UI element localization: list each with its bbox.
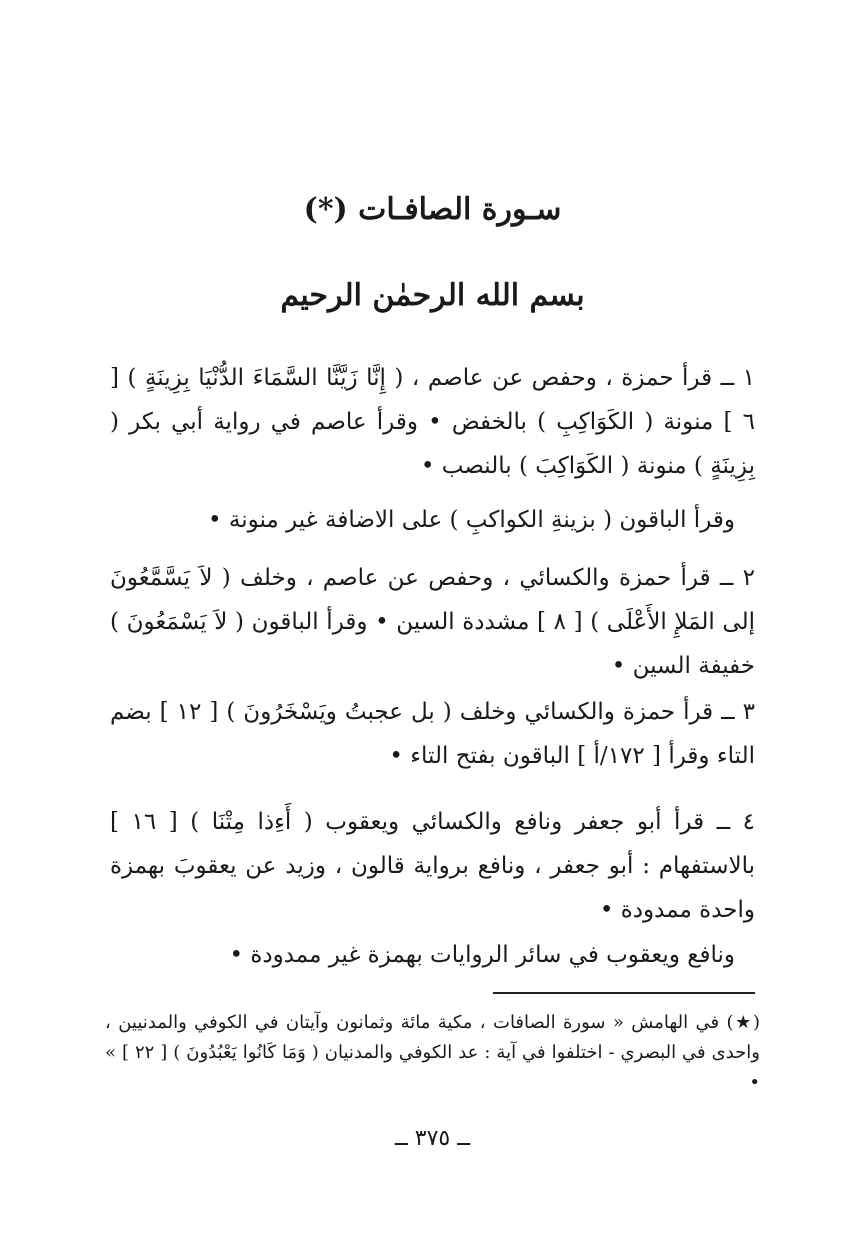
footnote-divider: [493, 992, 755, 994]
paragraph-1: ١ ــ قرأ حمزة ، وحفص عن عاصم ، ( إِنَّا زَيَّنَّا السَّمَاءَ الدُّنْيَا بِزِينَةٍ ) [ ٦ ] منونة ( الكَوَاكِبِ ) بالخفض • وقرأ عاصم في رواية أبي بكر ( بِزِينَةٍ ) منونة ( الكَوَاكِبَ ) بالنصب •: [110, 365, 755, 479]
paragraph-2: ٢ ــ قرأ حمزة والكسائي ، وحفص عن عاصم ، وخلف ( لاَ يَسَّمَّعُونَ إلى المَلإِ الأَعْلَى ) [ ٨ ] مشددة السين • وقرأ الباقون ( لاَ يَسْمَعُونَ ) خفيفة السين •: [110, 565, 755, 679]
paragraph-1-continued: وقرأ الباقون ( بزينةِ الكواكبِ ) على الاضافة غير منونة •: [207, 507, 735, 533]
paragraph-4-continued: ونافع ويعقوب في سائر الروايات بهمزة غير ممدودة •: [229, 942, 735, 968]
basmala: بسم الله الرحمٰن الرحيم: [280, 278, 585, 313]
paragraph-3: ٣ ــ قرأ حمزة والكسائي وخلف ( بل عجبتُ ويَسْخَرُونَ ) [ ١٢ ] بضم التاء وقرأ [ ١٧٢/أ ] الباقون بفتح التاء •: [110, 699, 755, 769]
page-number: ــ ٣٧٥ ــ: [394, 1126, 471, 1151]
paragraph-4: ٤ ــ قرأ أبو جعفر ونافع والكسائي ويعقوب ( أَءِذا مِتْنَا ) [ ١٦ ] بالاستفهام : أبو جعفر ، ونافع برواية قالون ، وزيد عن يعقوبَ بهمزة واحدة ممدودة •: [110, 809, 755, 923]
surah-title: سـورة الصافـات (*): [303, 192, 562, 227]
footnote: (★) في الهامش « سورة الصافات ، مكية مائة وثمانون وآيتان في الكوفي والمدنيين ، واحدى في البصري - اختلفوا في آية : عد الكوفي والمدنيان ( وَمَا كَانُوا يَعْبُدُونَ ) [ ٢٢ ] » •: [105, 1012, 760, 1093]
